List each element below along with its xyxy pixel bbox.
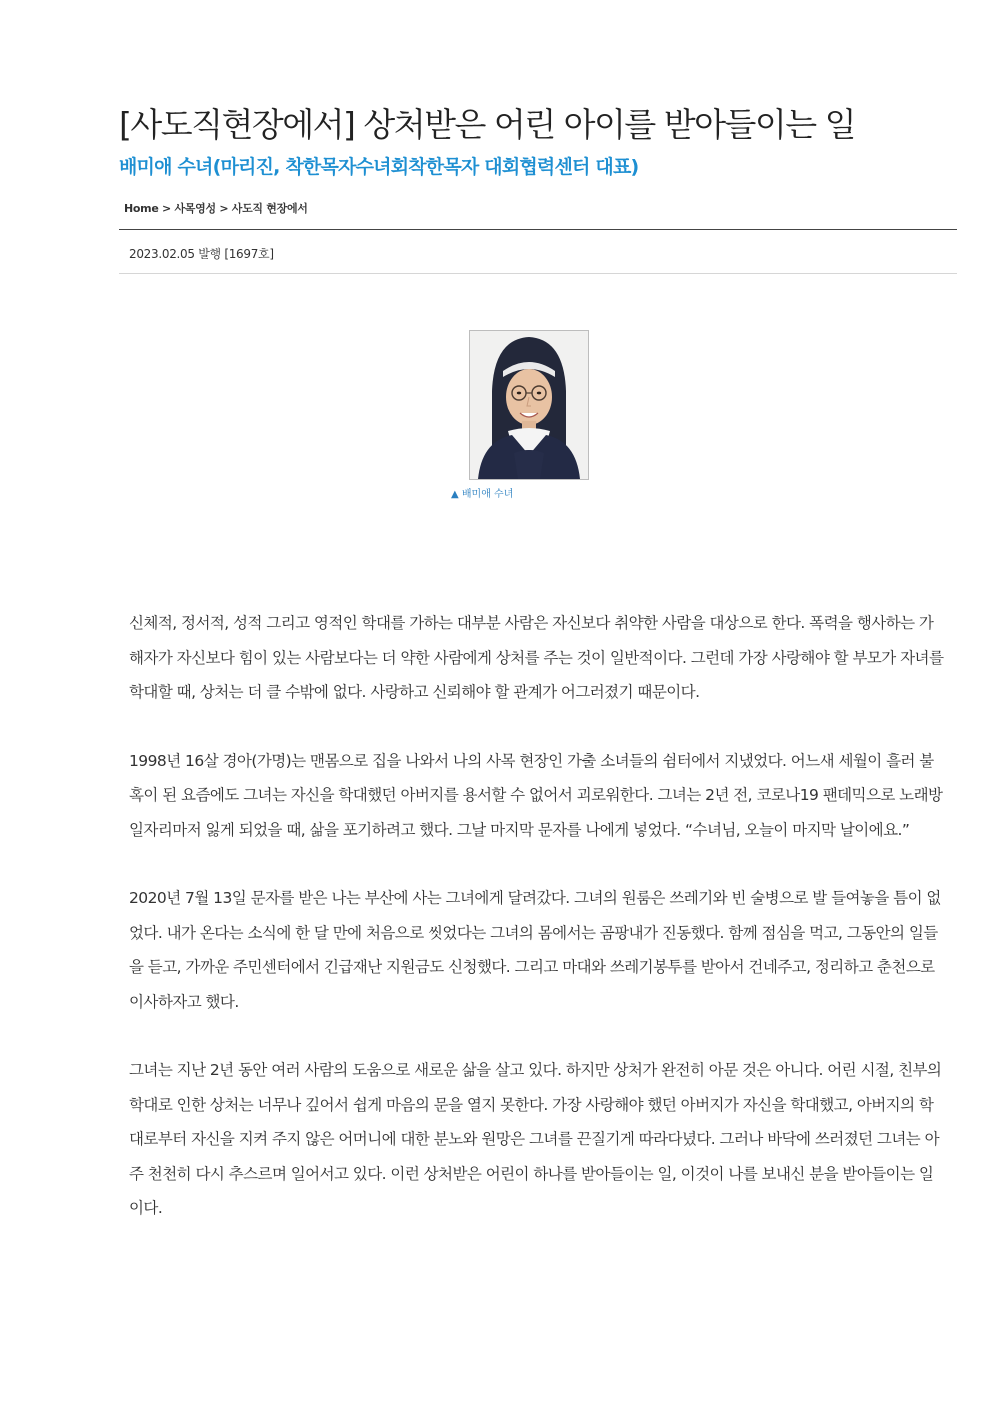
publication-info: 2023.02.05 발행 [1697호]	[129, 247, 274, 261]
breadcrumb-column-link[interactable]: 사도직 현장에서	[231, 202, 308, 215]
breadcrumb-separator: >	[215, 202, 232, 215]
article-paragraph: 신체적, 정서적, 성적 그리고 영적인 학대를 가하는 대부분 사람은 자신보다 취약한 사람을 대상으로 한다. 폭력을 행사하는 가해자가 자신보다 힘이 있는 사람보다는 더 약한 사람에게 상처를 주는 것이 일반적이다. 그런데 가장 사랑해야 할 부모가 자녀를 학대할 때, 상처는 더 클 수밖에 없다. 사랑하고 신뢰해야 할 관계가 어그러졌기 때문이다.	[129, 614, 944, 701]
header-divider	[119, 229, 957, 230]
article-body	[129, 606, 947, 1260]
article-byline: 배미애 수녀(마리진, 착한목자수녀회착한목자 대회협력센터 대표)	[119, 156, 639, 178]
breadcrumb	[124, 201, 308, 217]
author-photo	[469, 330, 589, 480]
article-paragraph: 1998년 16살 경아(가명)는 맨몸으로 집을 나와서 나의 사목 현장인 가출 소녀들의 쉼터에서 지냈었다. 어느새 세월이 흘러 불혹이 된 요즘에도 그녀는 자신을 학대했던 아버지를 용서할 수 없어서 괴로워한다. 그녀는 2년 전, 코로나19 팬데믹으로 노래방 일자리마저 잃게 되었을 때, 삶을 포기하려고 했다. 그날 마지막 문자를 나에게 넣었다. “수녀님, 오늘이 마지막 날이에요.”	[129, 751, 943, 839]
article-title: [사도직현장에서] 상처받은 어린 아이를 받아들이는 일	[119, 105, 856, 144]
info-divider	[119, 273, 957, 274]
breadcrumb-home-link[interactable]: Home	[124, 202, 159, 215]
author-portrait-image	[470, 331, 588, 479]
breadcrumb-section-link[interactable]: 사목영성	[174, 202, 216, 215]
breadcrumb-separator: >	[158, 202, 175, 215]
article-paragraph: 그녀는 지난 2년 동안 여러 사람의 도움으로 새로운 삶을 살고 있다. 하지만 상처가 완전히 아문 것은 아니다. 어린 시절, 친부의 학대로 인한 상처는 너무나 깊어서 쉽게 마음의 문을 열지 못한다. 가장 사랑해야 했던 아버지가 자신을 학대했고, 아버지의 학대로부터 자신을 지켜 주지 않은 어머니에 대한 분노와 원망은 그녀를 끈질기게 따라다녔다. 그러나 바닥에 쓰러졌던 그녀는 아주 천천히 다시 추스르며 일어서고 있다. 이런 상처받은 어린이 하나를 받아들이는 일, 이것이 나를 보내신 분을 받아들이는 일이다.	[129, 1061, 942, 1217]
article-paragraph: 2020년 7월 13일 문자를 받은 나는 부산에 사는 그녀에게 달려갔다. 그녀의 원룸은 쓰레기와 빈 술병으로 발 들여놓을 틈이 없었다. 내가 온다는 소식에 한 달 만에 처음으로 씻었다는 그녀의 몸에서는 곰팡내가 진동했다. 함께 점심을 먹고, 그동안의 일들을 듣고, 가까운 주민센터에서 긴급재난 지원금도 신청했다. 그리고 마대와 쓰레기봉투를 받아서 건네주고, 정리하고 춘천으로 이사하자고 했다.	[129, 889, 941, 1011]
photo-caption: ▲ 배미애 수녀	[451, 489, 514, 500]
